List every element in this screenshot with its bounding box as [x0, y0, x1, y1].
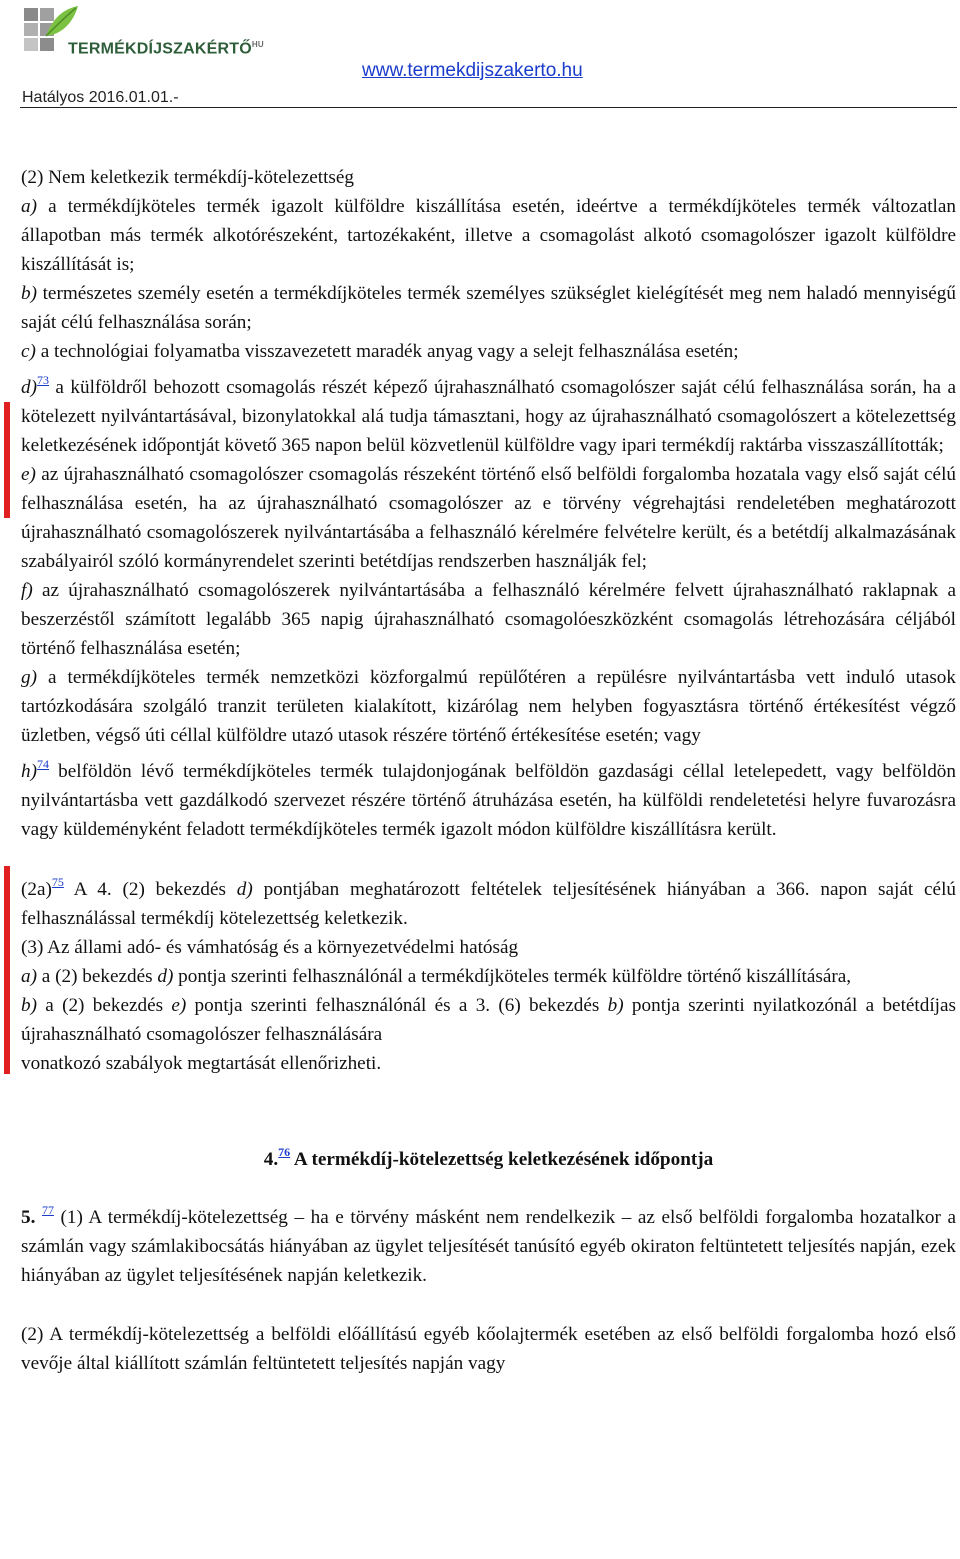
section-2-item-b	[21, 279, 956, 337]
section-3-intro: (3) Az állami adó- és vámhatóság és a környezetvédelmi hatóság	[21, 937, 519, 958]
item-text: a termékdíjköteles termék nemzetközi közforgalmú repülőtéren a repülésre nyilvántartásba vett induló utasok tartózkodására szolgáló tranzit területen kialakított, kizárólag nem helyben fogyasztásra történő értékesítést végző üzletben, végső úti céllal külföldre utazó utasok részére történő értékesítése esetén; vagy	[21, 667, 956, 746]
section-2-item-c	[21, 337, 956, 366]
text: (1) A termékdíj-kötelezettség – ha e törvény másként nem rendelkezik – az első belföldi forgalomba hozatalkor a számlán vagy számlakibocsátás hiányában az ügylet teljesítését tanúsító egyéb okiraton feltüntetett teljesítés napján, ezek hiányában az ügylet teljesítésének napján keletkezik.	[21, 1207, 956, 1286]
section-3-item-b-cont: vonatkozó szabályok megtartását ellenőrizheti.	[21, 1053, 382, 1074]
text: pontja szerinti felhasználónál és a 3. (6) bekezdés	[186, 995, 608, 1016]
footnote-link[interactable]: 77	[41, 1203, 54, 1217]
item-text: a külföldről behozott csomagolás részét képező újrahasználható csomagolószer saját célú felhasználása során, ha a kötelezett nyilvántartásával, bizonylatokkal alá tudja támasztani, hogy az újrahasználható csomagolószert a kötelezettség keletkezésének időpontját követő 365 napon belül közvetlenül külföldre vagy ipari termékdíj raktárba visszaszállították;	[21, 377, 956, 456]
text: A 4. (2) bekezdés	[63, 879, 237, 900]
section-2-item-g	[21, 663, 956, 750]
ref-label: d)	[236, 879, 253, 900]
item-label: d)	[21, 377, 37, 398]
ref-label: b)	[607, 995, 624, 1016]
heading-number: 4.	[263, 1149, 279, 1170]
item-label: a)	[21, 966, 37, 987]
section-2-item-f	[21, 576, 956, 663]
section-2-intro: (2) Nem keletkezik termékdíj-kötelezettség	[21, 167, 354, 188]
logo-suffix: HU	[251, 40, 264, 49]
item-text: a technológiai folyamatba visszavezetett maradék anyag vagy a selejt felhasználása esetén;	[35, 341, 739, 362]
section-5-para-2: (2) A termékdíj-kötelezettség a belföldi előállítású egyéb kőolajtermék esetében az első belföldi forgalomba hozó első vevője által kiállított számlán feltüntetett teljesítés napján vagy	[21, 1324, 956, 1374]
section-2-item-e	[21, 460, 956, 576]
section-2-item-h	[21, 750, 956, 844]
section-heading	[21, 1138, 956, 1174]
section-2-item-a	[21, 192, 956, 279]
footnote-link[interactable]: 73	[36, 373, 49, 387]
item-label: e)	[21, 464, 36, 485]
item-label: f)	[21, 580, 33, 601]
item-label: a)	[21, 196, 37, 217]
item-label: b)	[21, 995, 37, 1016]
ref-label: e)	[171, 995, 187, 1016]
item-text: belföldön lévő termékdíjköteles termék tulajdonjogának belföldön gazdasági céllal letelepedett, vagy belföldön nyilvántartásba vett gazdálkodó szervezet részére történő átruházása esetén, ha külföldi rendeletetési helyre fuvarozásra vagy küldeményként feladott termékdíjköteles termék igazolt módon külföldre kiszállításra került.	[21, 761, 956, 840]
change-bar-h	[4, 866, 10, 1074]
footnote-link[interactable]: 75	[51, 875, 64, 889]
text: pontja szerinti felhasználónál a termékdíjköteles termék külföldre történő kiszállítására,	[173, 966, 852, 987]
page-header	[0, 0, 960, 112]
heading-title: A termékdíj-kötelezettség keletkezésének időpontja	[290, 1149, 714, 1170]
item-text: természetes személy esetén a termékdíjköteles termék személyes szükséglet kielégítését meg nem haladó mennyiségű saját célú felhasználása során;	[21, 283, 956, 333]
item-label: g)	[21, 667, 37, 688]
site-url-link[interactable]: www.termekdijszakerto.hu	[362, 60, 583, 81]
footnote-link[interactable]: 76	[278, 1145, 291, 1159]
text: a (2) bekezdés	[36, 966, 158, 987]
section-3-item-a	[21, 962, 956, 991]
item-text: a termékdíjköteles termék igazolt külföldre kiszállítása esetén, ideértve a termékdíjköteles termék változatlan állapotban más termék alkotórészeként, tartozékaként, illetve a csomagolást alkotó csomagolószer igazolt külföldre kiszállítását is;	[21, 196, 956, 275]
text: a (2) bekezdés	[36, 995, 172, 1016]
footnote-link[interactable]: 74	[36, 757, 49, 771]
section-3-item-b	[21, 991, 956, 1049]
logo	[24, 6, 264, 58]
item-text: az újrahasználható csomagolószer csomagolás részeként történő első belföldi forgalomba hozatala vagy első saját célú felhasználása esetén, ha az újrahasználható csomagolószer az e törvény végrehajtási rendeletében meghatározott újrahasználható csomagolószerek nyilvántartásába a felhasználó kérelmére felvételre került, és a betétdíj alkalmazásának szabályairól szóló kormányrendelet szerinti betétdíjas rendszerben használják fel;	[21, 464, 956, 572]
section-2a	[21, 868, 956, 933]
item-label: c)	[21, 341, 36, 362]
text: pontja szerinti nyilatkozónál a betétdíjas újrahasználható csomagolószer felhasználására	[21, 995, 956, 1045]
ref-label: d)	[157, 966, 174, 987]
change-bar-d	[4, 402, 10, 518]
section-5-para-1	[21, 1196, 956, 1290]
text: pontjában meghatározott feltételek teljesítésének hiányában a 366. napon saját célú felhasználással termékdíj kötelezettség keletkezik.	[21, 879, 956, 929]
item-text: az újrahasználható csomagolószerek nyilvántartásába a felhasználó kérelmére felvett újrahasználható raklapnak a beszerzéstől számított legalább 365 napig újrahasználható csomagolóeszközként csomagolás létrehozására céljából történő felhasználása esetén;	[21, 580, 956, 659]
valid-date: Hatályos 2016.01.01.-	[22, 89, 179, 106]
item-label: h)	[21, 761, 37, 782]
section-label: (2a)	[21, 879, 52, 900]
header-divider	[20, 107, 957, 108]
section-number: 5.	[21, 1207, 36, 1228]
item-label: b)	[21, 283, 37, 304]
logo-text: $TERMÉKDÍJSZAKÉRTŐ^{HU}$	[68, 40, 264, 58]
document-body	[21, 163, 956, 1378]
section-2-item-d	[21, 366, 956, 460]
